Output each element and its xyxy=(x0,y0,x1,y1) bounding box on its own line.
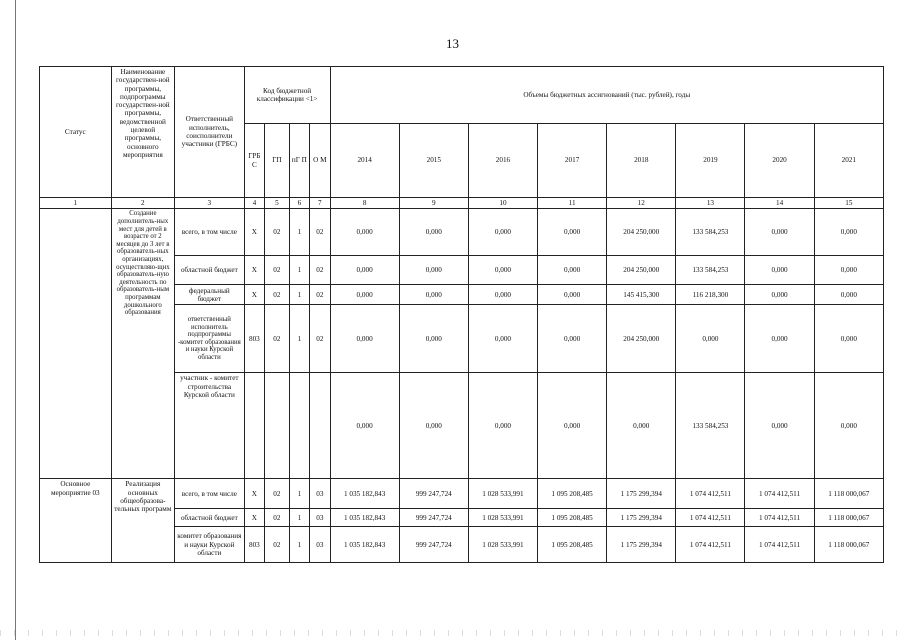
row-value: 1 118 000,067 xyxy=(814,509,883,527)
column-number: 14 xyxy=(745,198,814,209)
row-code-pgp xyxy=(289,373,309,479)
row-value: 1 074 412,511 xyxy=(745,479,814,509)
row-value: 0,000 xyxy=(607,373,676,479)
row-value: 0,000 xyxy=(814,373,883,479)
row-responsible: областной бюджет xyxy=(175,256,245,285)
column-number: 10 xyxy=(468,198,537,209)
header-year: 2016 xyxy=(468,124,537,198)
binding-edge-line xyxy=(15,0,16,640)
header-responsible: Ответственный исполнитель, соисполнители участники (ГРБС) xyxy=(175,67,245,198)
row-code-om: 02 xyxy=(310,305,330,373)
column-number: 1 xyxy=(40,198,112,209)
header-year: 2021 xyxy=(814,124,883,198)
column-number: 7 xyxy=(310,198,330,209)
column-number: 4 xyxy=(244,198,264,209)
row-value: 0,000 xyxy=(538,209,607,256)
row-code-grbs: Х xyxy=(244,285,264,305)
row-value: 1 118 000,067 xyxy=(814,479,883,509)
column-number: 9 xyxy=(399,198,468,209)
row-code-grbs: Х xyxy=(244,479,264,509)
row-code-gp: 02 xyxy=(265,305,290,373)
column-number: 6 xyxy=(289,198,309,209)
row-code-gp: 02 xyxy=(265,209,290,256)
row-code-grbs: Х xyxy=(244,256,264,285)
row-responsible: ответственный исполнитель подпрограммы -комитет образования и науки Курской области xyxy=(175,305,245,373)
row-value: 1 074 412,511 xyxy=(676,509,745,527)
row-value: 0,000 xyxy=(330,256,399,285)
budget-allocation-table xyxy=(39,66,884,563)
row-code-gp: 02 xyxy=(265,285,290,305)
header-year: 2020 xyxy=(745,124,814,198)
row-status xyxy=(40,209,112,479)
row-value: 0,000 xyxy=(814,305,883,373)
row-value: 0,000 xyxy=(538,305,607,373)
row-program-name: Создание дополнитель-ных мест для детей в возрасте от 2 месяцев до 3 лет в образователь-ных организациях, осуществляю-щих образователь-ную деятельность по образователь-ным программам дошкольного образования xyxy=(111,209,174,479)
row-value: 0,000 xyxy=(538,285,607,305)
row-code-om: 03 xyxy=(310,527,330,563)
column-number: 15 xyxy=(814,198,883,209)
row-value: 204 250,000 xyxy=(607,209,676,256)
header-year: 2019 xyxy=(676,124,745,198)
row-code-gp: 02 xyxy=(265,527,290,563)
row-value: 1 035 182,843 xyxy=(330,509,399,527)
row-value: 0,000 xyxy=(468,373,537,479)
header-code-pgp: пГ П xyxy=(289,124,309,198)
row-value: 0,000 xyxy=(399,305,468,373)
row-value: 0,000 xyxy=(330,209,399,256)
scan-noise-strip xyxy=(0,630,905,636)
row-value: 0,000 xyxy=(399,285,468,305)
row-code-pgp: 1 xyxy=(289,256,309,285)
header-status: Статус xyxy=(40,67,112,198)
header-code-gp: ГП xyxy=(265,124,290,198)
row-value: 1 175 299,394 xyxy=(607,479,676,509)
row-program-name: Реализация основных общеобразова-тельных программ xyxy=(111,479,174,563)
row-value: 0,000 xyxy=(745,256,814,285)
row-value: 999 247,724 xyxy=(399,509,468,527)
column-number: 2 xyxy=(111,198,174,209)
row-value: 0,000 xyxy=(745,285,814,305)
row-value: 0,000 xyxy=(745,305,814,373)
row-code-grbs: 803 xyxy=(244,305,264,373)
row-responsible: федеральный бюджет xyxy=(175,285,245,305)
row-value: 1 028 533,991 xyxy=(468,509,537,527)
row-code-gp: 02 xyxy=(265,509,290,527)
row-value: 1 028 533,991 xyxy=(468,527,537,563)
header-budget-code: Код бюджетной классификации <1> xyxy=(244,67,330,124)
row-value: 0,000 xyxy=(814,285,883,305)
row-value: 0,000 xyxy=(814,209,883,256)
row-value: 204 250,000 xyxy=(607,305,676,373)
header-year: 2014 xyxy=(330,124,399,198)
column-number-row xyxy=(40,198,884,209)
row-code-om: 03 xyxy=(310,509,330,527)
row-code-om: 03 xyxy=(310,479,330,509)
row-value: 0,000 xyxy=(468,209,537,256)
row-value: 0,000 xyxy=(330,373,399,479)
row-value: 1 074 412,511 xyxy=(745,527,814,563)
row-code-om xyxy=(310,373,330,479)
row-value: 0,000 xyxy=(676,305,745,373)
row-value: 1 175 299,394 xyxy=(607,509,676,527)
row-value: 0,000 xyxy=(538,256,607,285)
row-responsible: участник - комитет строительства Курской области xyxy=(175,373,245,479)
row-responsible: комитет образования и науки Курской области xyxy=(175,527,245,563)
table-row xyxy=(40,479,884,509)
row-code-om: 02 xyxy=(310,256,330,285)
row-value: 1 035 182,843 xyxy=(330,527,399,563)
row-value: 133 584,253 xyxy=(676,209,745,256)
row-code-grbs: 803 xyxy=(244,527,264,563)
column-number: 11 xyxy=(538,198,607,209)
row-value: 0,000 xyxy=(468,256,537,285)
header-year: 2017 xyxy=(538,124,607,198)
column-number: 13 xyxy=(676,198,745,209)
row-value: 1 095 208,485 xyxy=(538,509,607,527)
row-value: 133 584,253 xyxy=(676,373,745,479)
row-responsible: областной бюджет xyxy=(175,509,245,527)
row-code-pgp: 1 xyxy=(289,305,309,373)
column-number: 8 xyxy=(330,198,399,209)
row-value: 1 095 208,485 xyxy=(538,479,607,509)
page-number: 13 xyxy=(446,36,459,51)
row-value: 1 074 412,511 xyxy=(676,479,745,509)
row-code-grbs: Х xyxy=(244,509,264,527)
row-value: 1 035 182,843 xyxy=(330,479,399,509)
row-value: 999 247,724 xyxy=(399,527,468,563)
row-value: 0,000 xyxy=(468,285,537,305)
row-value: 0,000 xyxy=(745,209,814,256)
header-volumes: Объемы бюджетных ассигнований (тыс. рублей), годы xyxy=(330,67,883,124)
row-value: 133 584,253 xyxy=(676,256,745,285)
column-number: 12 xyxy=(607,198,676,209)
row-status: Основное мероприятие 03 xyxy=(40,479,112,563)
header-code-grbs: ГРБ С xyxy=(244,124,264,198)
row-code-pgp: 1 xyxy=(289,209,309,256)
row-code-om: 02 xyxy=(310,285,330,305)
row-value: 145 415,300 xyxy=(607,285,676,305)
header-code-om: О М xyxy=(310,124,330,198)
row-code-om: 02 xyxy=(310,209,330,256)
row-value: 0,000 xyxy=(330,285,399,305)
row-value: 0,000 xyxy=(330,305,399,373)
row-responsible: всего, в том числе xyxy=(175,209,245,256)
row-value: 1 175 299,394 xyxy=(607,527,676,563)
column-number: 3 xyxy=(175,198,245,209)
row-code-grbs: Х xyxy=(244,209,264,256)
row-value: 1 118 000,067 xyxy=(814,527,883,563)
row-value: 0,000 xyxy=(399,256,468,285)
row-value: 0,000 xyxy=(538,373,607,479)
row-value: 116 218,300 xyxy=(676,285,745,305)
row-value: 0,000 xyxy=(468,305,537,373)
row-value: 1 074 412,511 xyxy=(745,509,814,527)
row-value: 204 250,000 xyxy=(607,256,676,285)
row-value: 0,000 xyxy=(399,373,468,479)
column-number: 5 xyxy=(265,198,290,209)
row-value: 0,000 xyxy=(399,209,468,256)
row-code-gp xyxy=(265,373,290,479)
row-value: 1 074 412,511 xyxy=(676,527,745,563)
row-value: 0,000 xyxy=(745,373,814,479)
row-responsible: всего, в том числе xyxy=(175,479,245,509)
row-value: 1 095 208,485 xyxy=(538,527,607,563)
header-program-name: Наименование государствен-ной программы, подпрограммы государствен-ной программы, ведомственной целевой программы, основного мероприятия xyxy=(111,67,174,198)
table-row xyxy=(40,209,884,256)
row-value: 0,000 xyxy=(814,256,883,285)
row-code-grbs xyxy=(244,373,264,479)
row-value: 999 247,724 xyxy=(399,479,468,509)
row-code-gp: 02 xyxy=(265,256,290,285)
header-year: 2015 xyxy=(399,124,468,198)
row-value: 1 028 533,991 xyxy=(468,479,537,509)
row-code-gp: 02 xyxy=(265,479,290,509)
header-year: 2018 xyxy=(607,124,676,198)
row-code-pgp: 1 xyxy=(289,509,309,527)
row-code-pgp: 1 xyxy=(289,479,309,509)
row-code-pgp: 1 xyxy=(289,285,309,305)
row-code-pgp: 1 xyxy=(289,527,309,563)
